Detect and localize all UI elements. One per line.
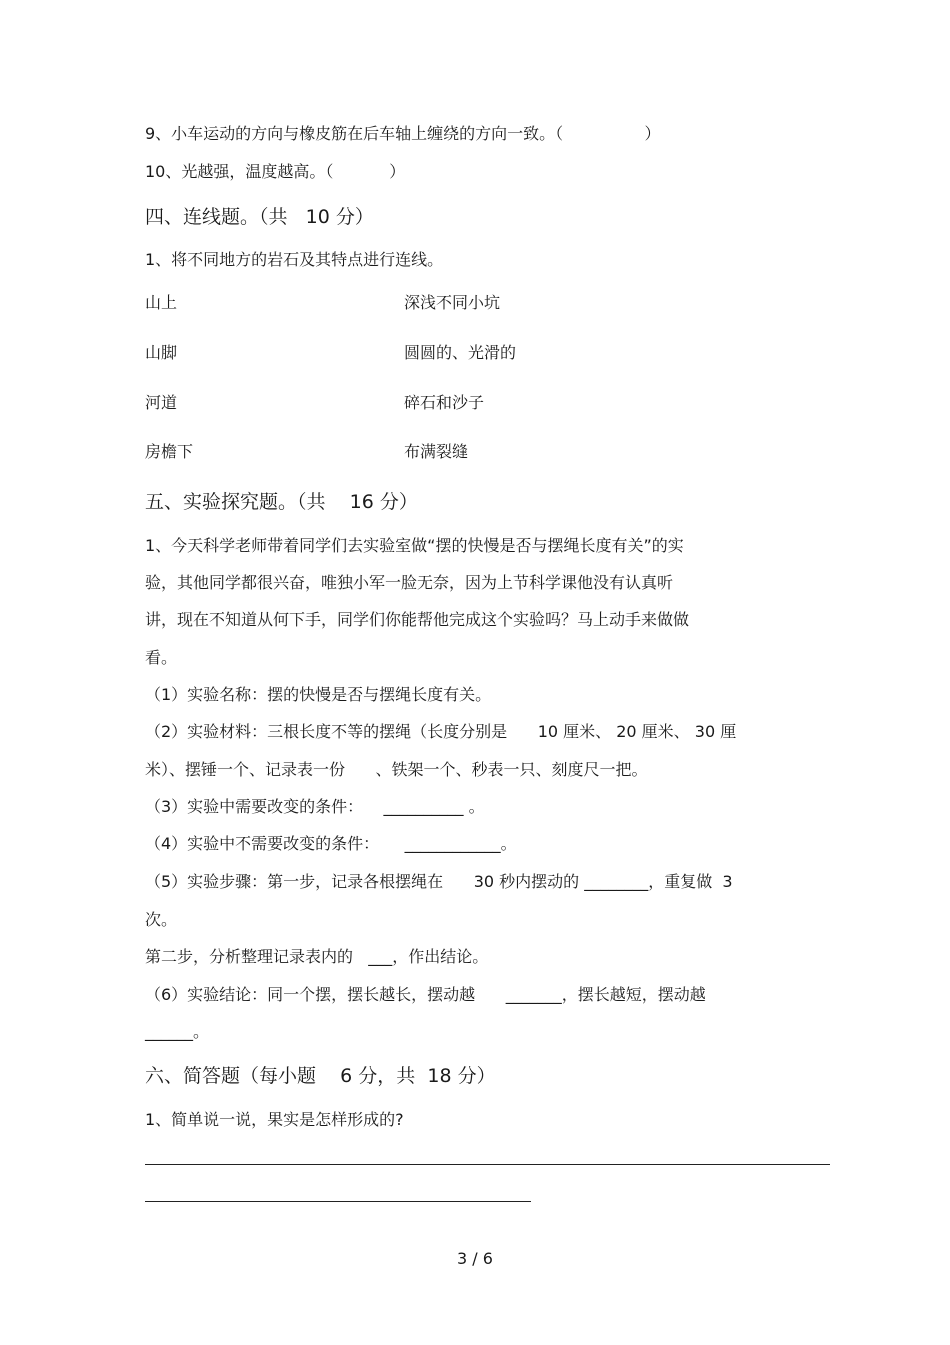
experiment-item-2-cont: 米）、摆锤一个、记录表一份 、铁架一个、秒表一只、刻度尺一把。: [145, 760, 648, 779]
question-10: 10、光越强，温度越高。（ ）: [145, 162, 406, 181]
page-number: 3 / 6: [457, 1249, 493, 1268]
question-9: 9、小车运动的方向与橡皮筋在后车轴上缠绕的方向一致。（ ）: [145, 124, 661, 143]
experiment-item-6-cont: ______。: [145, 1022, 210, 1041]
section-heading-experiment: 五、实验探究题。（共 16 分）: [145, 491, 418, 513]
experiment-item-2: （2）实验材料：三根长度不等的摆绳（长度分别是 10 厘米、 20 厘米、 30 厘: [145, 722, 737, 741]
matching-right-3: 碎石和沙子: [404, 393, 485, 412]
experiment-item-4: （4）实验中不需要改变的条件： ____________。: [145, 834, 517, 853]
experiment-text-line-1: 1、今天科学老师带着同学们去实验室做“摆的快慢是否与摆绳长度有关”的实: [145, 536, 684, 555]
experiment-item-3: （3）实验中需要改变的条件： __________ 。: [145, 797, 485, 816]
matching-right-4: 布满裂缝: [404, 442, 469, 461]
experiment-item-1: （1）实验名称：摆的快慢是否与摆绳长度有关。: [145, 685, 492, 704]
matching-left-3: 河道: [145, 393, 178, 412]
matching-left-4: 房檐下: [145, 442, 194, 461]
matching-right-2: 圆圆的、光滑的: [404, 343, 517, 362]
experiment-item-5: （5）实验步骤：第一步，记录各根摆绳在 30 秒内摆动的 ________，重复做 3: [145, 872, 733, 891]
experiment-text-line-2: 验，其他同学都很兴奋，唯独小军一脸无奈，因为上节科学课他没有认真听: [145, 573, 674, 592]
experiment-item-6: （6）实验结论：同一个摆，摆长越长，摆动越 _______，摆长越短，摆动越: [145, 985, 706, 1004]
section-heading-short-answer: 六、简答题（每小题 6 分，共 18 分）: [145, 1065, 496, 1087]
matching-right-1: 深浅不同小坑: [404, 293, 501, 312]
experiment-text-line-4: 看。: [145, 648, 178, 667]
short-answer-question-1: 1、简单说一说，果实是怎样形成的?: [145, 1110, 404, 1129]
matching-instruction: 1、将不同地方的岩石及其特点进行连线。: [145, 250, 444, 269]
section-heading-matching: 四、连线题。（共 10 分）: [145, 206, 374, 228]
experiment-step-2: 第二步，分析整理记录表内的 ___，作出结论。: [145, 947, 489, 966]
answer-line-2: [145, 1201, 531, 1202]
experiment-text-line-3: 讲，现在不知道从何下手，同学们你能帮他完成这个实验吗？马上动手来做做: [145, 610, 690, 629]
matching-left-2: 山脚: [145, 343, 178, 362]
matching-left-1: 山上: [145, 293, 178, 312]
answer-line-1: [145, 1164, 830, 1165]
experiment-item-5-cont: 次。: [145, 910, 178, 929]
